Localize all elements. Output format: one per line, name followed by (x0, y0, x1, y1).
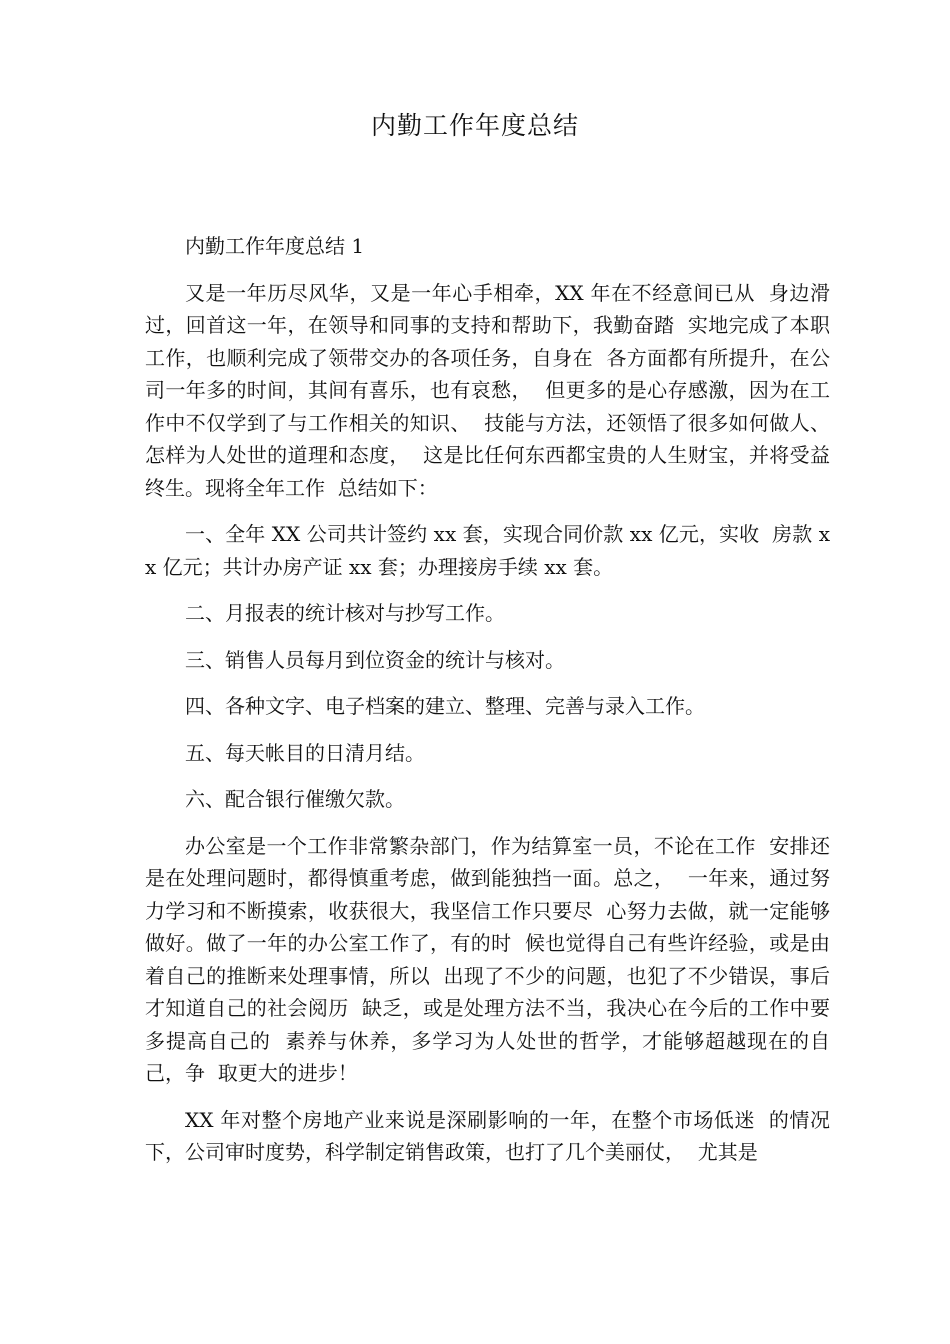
paragraph-item-4: 四、各种文字、电子档案的建立、整理、完善与录入工作。 (185, 694, 705, 718)
document-title: 内勤工作年度总结 (370, 111, 579, 140)
paragraph-item-2: 二、月报表的统计核对与抄写工作。 (185, 601, 505, 625)
paragraph-intro: 又是一年历尽风华，又是一年心手相牵，XX 年在不经意间已从 身边滑过，回首这一年，在领导和同事的支持和帮助下，我勤奋踏 实地完成了本职工作，也顺利完成了领带交办的各项任务，自身在 各方面都有所提升，在公司一年多的时间，其间有喜乐，也有哀愁， 但更多的是心存感激，因为在工作中不仅学到了与工作相关的知识、 技能与方法，还领悟了很多如何做人、怎样为人处世的道理和态度， 这是比任何东西都宝贵的人生财宝，并将受益终生。现将全年工作 总结如下： (145, 280, 830, 500)
paragraph-market: XX 年对整个房地产业来说是深刷影响的一年，在整个市场低迷 的情况下，公司审时度势，科学制定销售政策，也打了几个美丽仗， 尤其是 (145, 1107, 830, 1164)
document-body (145, 230, 830, 1183)
paragraph-reflection: 办公室是一个工作非常繁杂部门，作为结算室一员，不论在工作 安排还是在处理问题时，都得慎重考虑，做到能独挡一面。总之， 一年来，通过努力学习和不断摸索，收获很大，我坚信工作只要尽 心努力去做，就一定能够做好。做了一年的办公室工作了，有的时 候也觉得自己有些许经验，或是由着自己的推断来处理事情，所以 出现了不少的问题，也犯了不少错误，事后才知道自己的社会阅历 缺乏，或是处理方法不当，我决心在今后的工作中要多提高自己的 素养与休养，多学习为人处世的哲学，才能够超越现在的自己，争 取更大的进步！ (145, 833, 830, 1085)
paragraph-item-3: 三、销售人员每月到位资金的统计与核对。 (185, 647, 565, 672)
paragraph-item-6: 六、配合银行催缴欠款。 (185, 787, 405, 811)
paragraph-item-1: 一、全年 XX 公司共计签约 xx 套，实现合同价款 xx 亿元，实收 房款 xx 亿元；共计办房产证 xx 套；办理接房手续 xx 套。 (145, 522, 830, 579)
section-heading: 内勤工作年度总结 1 (185, 234, 365, 258)
paragraph-item-5: 五、每天帐目的日清月结。 (185, 740, 425, 765)
